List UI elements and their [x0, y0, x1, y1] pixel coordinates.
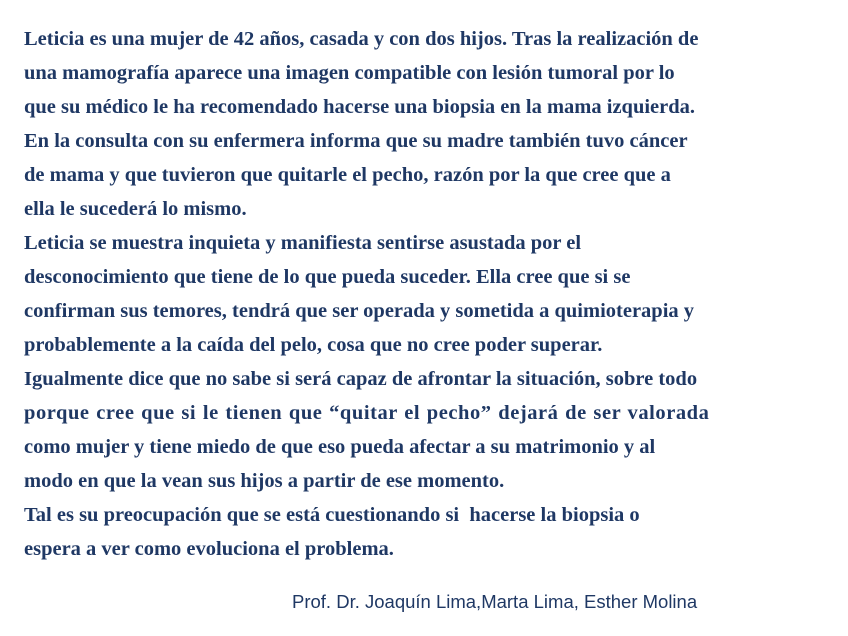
case-line-10: probablemente a la caída del pelo, cosa que no cree poder superar.	[24, 334, 603, 356]
case-line-2: una mamografía aparece una imagen compatible con lesión tumoral por lo	[24, 62, 675, 84]
case-line-9: confirman sus temores, tendrá que ser operada y sometida a quimioterapia y	[24, 300, 695, 322]
authors-credit: Prof. Dr. Joaquín Lima,Marta Lima, Esther Molina	[292, 591, 698, 612]
case-line-3: que su médico le ha recomendado hacerse una biopsia en la mama izquierda.	[24, 96, 696, 118]
case-line-4: En la consulta con su enfermera informa que su madre también tuvo cáncer	[24, 130, 688, 152]
case-line-15: Tal es su preocupación que se está cuestionando si hacerse la biopsia o	[24, 504, 640, 526]
case-line-7: Leticia se muestra inquieta y manifiesta sentirse asustada por el	[24, 232, 582, 254]
case-study-text	[24, 22, 824, 566]
case-line-14: modo en que la vean sus hijos a partir de ese momento.	[24, 470, 505, 492]
case-line-1: Leticia es una mujer de 42 años, casada y con dos hijos. Tras la realización de	[24, 28, 699, 50]
case-line-5: de mama y que tuvieron que quitarle el pecho, razón por la que cree que a	[24, 164, 671, 186]
case-line-16: espera a ver como evoluciona el problema.	[24, 538, 394, 560]
case-line-6: ella le sucederá lo mismo.	[24, 198, 247, 220]
case-line-8: desconocimiento que tiene de lo que pueda suceder. Ella cree que si se	[24, 266, 631, 288]
case-line-12: porque cree que si le tienen que “quitar el pecho” dejará de ser valorada	[24, 402, 710, 424]
case-line-13: como mujer y tiene miedo de que eso pueda afectar a su matrimonio y al	[24, 436, 656, 458]
case-line-11: Igualmente dice que no sabe si será capaz de afrontar la situación, sobre todo	[24, 368, 698, 390]
